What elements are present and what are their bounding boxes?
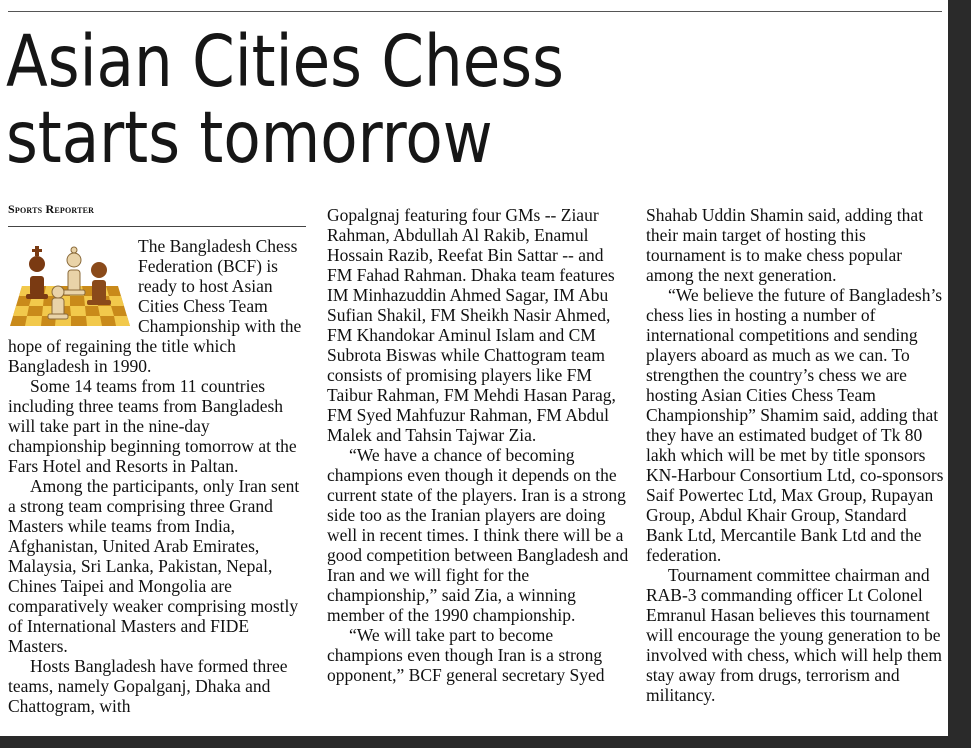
col3-paragraph-3: Tournament committee chairman and RAB-3 commanding officer Lt Colonel Emranul Hasan believes this tournament will encourage the young generation to be involved with chess, which will help them stay away from drugs, terrorism and militancy.	[646, 565, 942, 705]
byline: Sports Reporter	[8, 202, 95, 216]
col2-paragraph-1: Gopalgnaj featuring four GMs -- Ziaur Rahman, Abdullah Al Rakib, Enamul Hossain Razib, Reefat Bin Sattar -- and FM Fahad Rahman. Dhaka team features IM Minhazuddin Ahmed Sagar, IM Abu Sufian Shakil, FM Sheikh Nasir Ahmed, FM Khandokar Aminul Islam and CM Subrota Biswas while Chattogram team consists of promising players like FM Taibur Rahman, FM Mehdi Hasan Parag, FM Syed Mahfuzur Rahman, FM Abdul Malek and Tahsin Tajwar Zia.	[327, 205, 616, 445]
page-edge-shadow-bottom	[0, 736, 971, 748]
col1-paragraph-4: Hosts Bangladesh have formed three teams, namely Gopalganj, Dhaka and Chattogram, with	[8, 656, 288, 716]
col2-paragraph-2: “We have a chance of becoming champions even though it depends on the current state of the players. Iran is a strong side too as the Iranian players are doing well in recent times. I think there will be a good competition between Bangladesh and Iran and we will fight for the championship,” said Zia, a winning member of the 1990 championship.	[327, 445, 629, 625]
col3-paragraph-1: Shahab Uddin Shamin said, adding that their main target of hosting this tournament is to make chess popular among the next generation.	[646, 205, 924, 285]
col1-paragraph-3: Among the participants, only Iran sent a strong team comprising three Grand Masters while teams from India, Afghanistan, United Arab Emirates, Malaysia, Sri Lanka, Pakistan, Nepal, Chines Taipei and Mongolia are comparatively weaker comprising mostly of International Masters and FIDE Masters.	[8, 476, 300, 656]
top-rule	[8, 11, 942, 12]
chess-pieces-icon	[8, 236, 132, 328]
headline	[6, 20, 797, 179]
col2-paragraph-3: “We will take part to become champions even though Iran is a strong opponent,” BCF general secretary Syed	[327, 625, 605, 685]
col3-paragraph-2: “We believe the future of Bangladesh’s chess lies in hosting a number of international competitions and sending players aboard as much as we can. To strengthen the country’s chess we are hosting Asian Cities Chess Team Championship” Shamim said, adding that they have an estimated budget of Tk 80 lakh which will be met by title sponsors KN-Harbour Consortium Ltd, co-sponsors Saif Powertec Ltd, Max Group, Rupayan Group, Abdul Khair Group, Standard Bank Ltd, Mercantile Bank Ltd and the federation.	[646, 285, 944, 565]
col1-paragraph-1: The Bangladesh Chess Federation (BCF) is ready to host Asian Cities Chess Team Championship with the hope of regaining the title which Bangladesh in 1990.	[8, 236, 302, 376]
byline-rule	[8, 226, 306, 227]
page-edge-shadow-right	[948, 0, 971, 748]
headline-line-2: starts tomorrow	[6, 96, 493, 179]
article-column-2	[327, 205, 630, 685]
article-column-3	[646, 205, 946, 705]
article-column-1	[8, 236, 308, 716]
headline-line-1: Asian Cities Chess	[6, 20, 564, 103]
col1-paragraph-2: Some 14 teams from 11 countries including three teams from Bangladesh will take part in the nine-day championship beginning tomorrow at the Fars Hotel and Resorts in Paltan.	[8, 376, 297, 476]
